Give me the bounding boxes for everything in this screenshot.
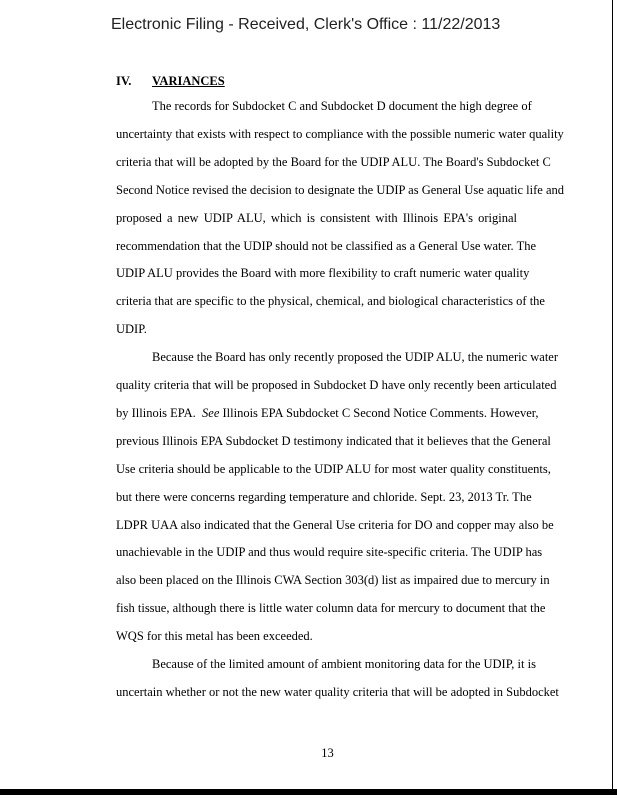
filing-stamp: Electronic Filing - Received, Clerk's Office : 11/22/2013 bbox=[111, 16, 501, 33]
page-edge bbox=[612, 0, 613, 795]
paragraph-line: criteria that are specific to the physical, chemical, and biological characteristics of the bbox=[116, 294, 545, 309]
paragraph-line: The records for Subdocket C and Subdocket D document the high degree of bbox=[152, 99, 532, 113]
paragraph-line: criteria that will be adopted by the Board for the UDIP ALU. The Board's Subdocket C bbox=[116, 154, 551, 169]
section-title: VARIANCES bbox=[152, 74, 225, 88]
paragraph-line: quality criteria that will be proposed in Subdocket D have only recently been articulated bbox=[116, 378, 557, 392]
paragraph-line: fish tissue, although there is little water column data for mercury to document that the bbox=[116, 601, 546, 616]
paragraph-line: recommendation that the UDIP should not be classified as a General Use water. The bbox=[116, 238, 537, 253]
section-number: IV. bbox=[116, 74, 132, 88]
paragraph-line: Because of the limited amount of ambient monitoring data for the UDIP, it is bbox=[152, 657, 536, 671]
paragraph-line: Because the Board has only recently proposed the UDIP ALU, the numeric water bbox=[152, 350, 559, 365]
paragraph-line: UDIP ALU provides the Board with more flexibility to craft numeric water quality bbox=[116, 266, 530, 281]
paragraph-line: uncertainty that exists with respect to compliance with the possible numeric water quality bbox=[116, 126, 564, 141]
page-number: 13 bbox=[321, 746, 334, 760]
paragraph-line: previous Illinois EPA Subdocket D testimony indicated that it believes that the General bbox=[116, 433, 551, 448]
paragraph-line: WQS for this metal has been exceeded. bbox=[116, 629, 313, 644]
paragraph-line: by Illinois EPA. See Illinois EPA Subdocket C Second Notice Comments. However, bbox=[116, 405, 539, 420]
paragraph-line: also been placed on the Illinois CWA Section 303(d) list as impaired due to mercury in bbox=[116, 573, 550, 588]
paragraph-line: uncertain whether or not the new water quality criteria that will be adopted in Subdocket bbox=[116, 684, 559, 699]
paragraph-line: Second Notice revised the decision to designate the UDIP as General Use aquatic life and bbox=[116, 182, 564, 197]
paragraph-line: Use criteria should be applicable to the UDIP ALU for most water quality constituents, bbox=[116, 461, 551, 476]
page-bottom-bar bbox=[0, 789, 617, 795]
paragraph-line: unachievable in the UDIP and thus would require site-specific criteria. The UDIP has bbox=[116, 545, 543, 560]
paragraph-line: LDPR UAA also indicated that the General Use criteria for DO and copper may also be bbox=[116, 517, 554, 532]
paragraph-line: proposed a new UDIP ALU, which is consistent with Illinois EPA's original bbox=[116, 210, 517, 225]
paragraph-line: UDIP. bbox=[116, 322, 147, 337]
paragraph-line: but there were concerns regarding temperature and chloride. Sept. 23, 2013 Tr. The bbox=[116, 489, 532, 504]
